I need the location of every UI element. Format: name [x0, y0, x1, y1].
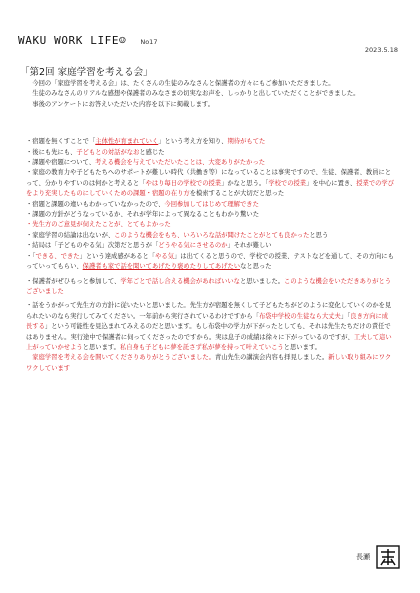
feedback-item: ・保護者がぜひもっと参加して、学年ごとで話し合える機会があればいいなと思いました。このような機会をいただきありがとうございました [26, 277, 392, 295]
article-headline: 「第2回 家庭学習を考える会」 [20, 67, 153, 78]
intro-paragraph: 事後のアンケートにお答えいただいた内容を以下に掲載します。 [32, 100, 215, 108]
closing-paragraph: 家庭学習を考える会を開いてくださりありがとうございました。青山先生の講演会内容も拝見しました。新しい取り組みにワクワクしています [26, 354, 392, 372]
feedback-item: ・宿題を無くすことで「主体性が育まれていく」という考え方を知り、期待がもてた [26, 138, 266, 146]
feedback-item: ・後にも先にも、子どもとの対話がなおと感じた [26, 148, 165, 156]
newsletter-title: WAKU WORK LIFE☺ [18, 34, 127, 47]
signature [356, 545, 400, 569]
feedback-item: ・「できる、できた」という達成感があると「やる気」は出てくると思うので、学校での授業、テストなどを通して、その方向にもっていってもらい、保護者も家で話を聞いてあげたり褒めたりしてあげたいなと思った [26, 252, 394, 271]
article-body [26, 79, 394, 374]
feedback-item: ・家庭学習の結論は出ないが、このような機会をもち、いろいろな話が聞けたことがとても良かったと思う [26, 231, 329, 239]
signature-name: 長瀬 [356, 553, 370, 561]
publish-date: 2023.5.18 [364, 46, 398, 54]
feedback-item: ・結局は「子どものやる気」次第だと思うが「どうやる気にさせるのか」それが難しい [26, 242, 272, 250]
intro-paragraph: 生徒のみなさんのリアルな感想や保護者のみなさまの切実なお声を、しっかりと出していただくことができました。 [32, 90, 360, 98]
newsletter-header [18, 34, 157, 47]
feedback-item: ・課題の方針がどうなっているか、それが学年によって異なることもわかり驚いた [26, 211, 259, 219]
spacer [26, 110, 394, 137]
feedback-item: ・課題や宿題について、考える機会を与えていただいたことは、大変ありがたかった [26, 159, 266, 167]
feedback-item: ・宿題と課題の違いもわかっていなかったので、今回参加してはじめて理解できた [26, 200, 259, 208]
stamp-icon [376, 545, 400, 569]
feedback-item: ・先生方のご意見が伺えたことが、とてもよかった [26, 221, 171, 229]
feedback-item: ・家庭の教育力や子どもたちへのサポートが難しい時代（共働き等）になっていることは事実ですので、生徒、保護者、教員にとって、分かりやすいのは何かと考えると「やはり毎日の学校での授業」かなと思う。「学校での授業」を中心に置き、授業での学びをより充実したものにしていくための課題・宿題の在り方を模索することが大切だと思った [26, 169, 394, 198]
issue-number: No17 [140, 38, 158, 46]
feedback-item: ・話をうかがって先生方の方針に従いたいと思いました。先生方が宿題を無くして子どもたちがどのように変化していくのかを見られたいのなら実行してみてください。一年前から実行されているわけですから「布袋中学校の生徒なら大丈夫」「良き方向に成長する」という可能性を見込まれてみえるのだと思います。もし布袋中の学力が下がったとしても、それは先生たちだけの責任ではありません。実行途中で保護者に伺ってくださったのですから。実は息子の成績は徐々に下がっているのですが、工夫して這い上がっていかせようと思います。私自身も子どもに夢を託さず私が夢を持って叶えていこうと思います。 [26, 302, 392, 351]
intro-paragraph: 今回の「家庭学習を考える会」は、たくさんの生徒のみなさんと保護者の方々にもご参加いただきました。 [32, 80, 335, 87]
